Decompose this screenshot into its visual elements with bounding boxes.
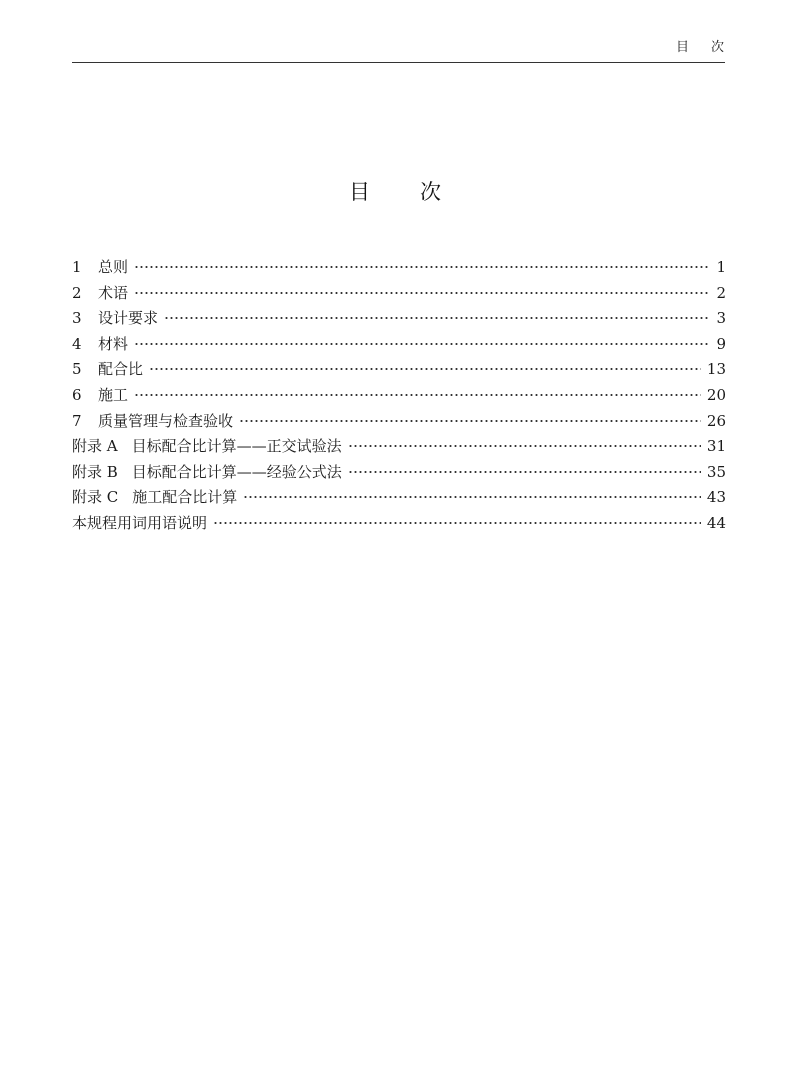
toc-entry[interactable]	[72, 434, 726, 460]
toc-entry-label	[72, 332, 128, 358]
page-title	[0, 176, 790, 206]
running-header	[676, 36, 724, 55]
table-of-contents	[72, 255, 726, 537]
toc-entry[interactable]	[72, 357, 726, 383]
toc-entry-title: 施工	[98, 385, 129, 404]
toc-entry-number: 5	[72, 360, 82, 379]
toc-leader-dots	[348, 445, 701, 447]
toc-entry-title: 术语	[98, 283, 129, 302]
toc-entry-page: 31	[706, 437, 726, 456]
toc-entry-appendix-prefix: 附录 A	[72, 437, 118, 456]
toc-leader-dots	[149, 368, 701, 370]
toc-entry-title: 材料	[98, 334, 129, 353]
toc-entry-number: 2	[72, 283, 82, 302]
toc-entry-label	[72, 409, 233, 435]
running-header-char-2: 次	[710, 40, 724, 55]
header-rule	[72, 62, 725, 63]
toc-entry[interactable]	[72, 511, 726, 537]
toc-entry-appendix-prefix: 附录 C	[72, 488, 119, 507]
toc-entry-label	[72, 255, 128, 281]
toc-leader-dots	[243, 496, 701, 498]
toc-entry-label	[72, 434, 342, 460]
toc-entry-number: 1	[72, 258, 82, 276]
toc-entry[interactable]	[72, 255, 726, 281]
toc-entry[interactable]	[72, 281, 726, 307]
toc-entry-label	[72, 383, 128, 409]
toc-entry[interactable]	[72, 332, 726, 358]
toc-entry-page: 1	[716, 258, 726, 276]
toc-leader-dots	[134, 343, 710, 345]
toc-leader-dots	[134, 292, 710, 294]
toc-entry-page: 35	[706, 462, 726, 481]
toc-entry-page: 44	[706, 513, 726, 532]
toc-entry-number: 3	[72, 309, 82, 328]
toc-entry-title: 质量管理与检查验收	[98, 411, 234, 430]
toc-entry-label	[72, 485, 237, 511]
toc-entry-title: 配合比	[98, 360, 144, 379]
toc-entry-label	[72, 511, 207, 537]
toc-entry-number: 6	[72, 385, 82, 404]
toc-entry[interactable]	[72, 485, 726, 511]
page-title-char-1: 目	[349, 180, 370, 204]
toc-entry-page: 13	[706, 360, 726, 379]
toc-entry[interactable]	[72, 409, 726, 435]
toc-entry-label	[72, 357, 143, 383]
page-title-char-2: 次	[420, 180, 441, 204]
toc-entry[interactable]	[72, 306, 726, 332]
toc-leader-dots	[134, 266, 710, 268]
toc-entry-title: 目标配合比计算——正交试验法	[131, 437, 342, 456]
toc-entry-title: 总则	[98, 258, 129, 276]
toc-leader-dots	[348, 471, 701, 473]
toc-entry-title: 设计要求	[98, 309, 159, 328]
toc-entry[interactable]	[72, 460, 726, 486]
toc-leader-dots	[213, 522, 701, 524]
toc-entry-label	[72, 460, 342, 486]
toc-entry[interactable]	[72, 383, 726, 409]
toc-entry-page: 20	[706, 385, 726, 404]
toc-entry-title: 施工配合比计算	[132, 488, 238, 507]
toc-leader-dots	[164, 317, 710, 319]
toc-entry-number: 4	[72, 334, 82, 353]
toc-entry-appendix-prefix: 附录 B	[72, 462, 118, 481]
toc-entry-title: 本规程用词用语说明	[72, 513, 208, 532]
toc-entry-page: 43	[706, 488, 726, 507]
toc-entry-label	[72, 281, 128, 307]
toc-entry-label	[72, 306, 158, 332]
toc-leader-dots	[239, 420, 701, 422]
running-header-char-1: 目	[675, 40, 689, 55]
toc-entry-page: 26	[706, 411, 726, 430]
toc-entry-page: 9	[716, 334, 726, 353]
toc-entry-page: 3	[716, 309, 726, 328]
toc-entry-page: 2	[716, 283, 726, 302]
toc-entry-number: 7	[72, 411, 82, 430]
toc-entry-title: 目标配合比计算——经验公式法	[131, 462, 342, 481]
toc-leader-dots	[134, 394, 701, 396]
